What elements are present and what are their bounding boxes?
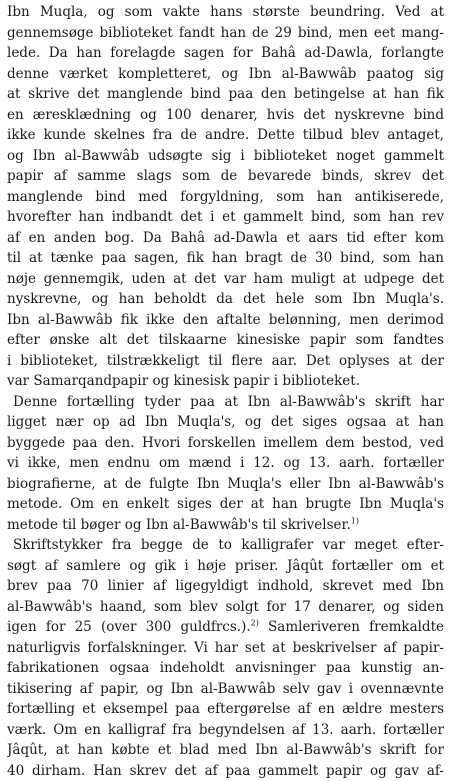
text-line — [7, 617, 444, 638]
text-line: nøje gennemgik, uden at det var ham muligt at udpege det — [7, 269, 444, 290]
text-line: lede. Da han forelagde sagen for Bahâ ad-Dawla, forlangte — [7, 43, 444, 64]
text-line: værk. Om en kalligraf fra begyndelsen af 13. aarh. fortæller — [7, 720, 444, 741]
text-line: denne værket kompletteret, og Ibn al-Bawwâb paatog sig — [7, 64, 444, 85]
text-line: gennemsøge biblioteket fandt han de 29 bind, men eet mang- — [7, 23, 444, 44]
text-line: Jâqût, at han købte et blad med Ibn al-Bawwâb's skrift for — [7, 740, 444, 761]
text-line: Denne fortælling tyder paa at Ibn al-Bawwâb's skrift har — [7, 392, 444, 413]
text-line: søgt af samlere og gik i høje priser. Jâqût fortæller om et — [7, 556, 444, 577]
document-page — [7, 2, 444, 781]
text-line: brev paa 70 linier af ligegyldigt indhold, skrevet med Ibn — [7, 576, 444, 597]
footnote-marker: 2) — [251, 619, 259, 628]
text-segment: igen for 25 (over 300 guldfrcs.). — [7, 619, 251, 635]
text-line: 40 dirham. Han skrev det af paa gammelt papir og gav af- — [7, 761, 444, 781]
text-line: papir af samme slags som de bevarede binds, skrev det — [7, 166, 444, 187]
text-line: byggede paa den. Hvori forskellen imellem dem bestod, ved — [7, 433, 444, 454]
paragraph-3 — [7, 535, 444, 781]
text-line — [7, 515, 444, 536]
paragraph-2 — [7, 392, 444, 536]
text-segment: Samleriveren fremkaldte — [268, 619, 444, 635]
text-line: ikke kunde skelnes fra de andre. Dette tilbud blev antaget, — [7, 125, 444, 146]
text-line: naturligvis forfalskninger. Vi har set at beskrivelser af papir- — [7, 638, 444, 659]
text-line: ligget nær op ad Ibn Muqla's, og det siges ogsaa at han — [7, 412, 444, 433]
text-line: Ibn al-Bawwâb fik ikke den aftalte belønning, men derimod — [7, 310, 444, 331]
text-line: Skriftstykker fra begge de to kalligrafer var meget efter- — [7, 535, 444, 556]
text-line: nyskrevne, og han beholdt da det hele som Ibn Muqla's. — [7, 289, 444, 310]
text-line: en æresklædning og 100 denarer, hvis det nyskrevne bind — [7, 105, 444, 126]
text-line: Ibn Muqla, og som vakte hans største beundring. Ved at — [7, 2, 444, 23]
text-line: og Ibn al-Bawwâb udsøgte sig i biblioteket noget gammelt — [7, 146, 444, 167]
text-line: tikisering af papir, og Ibn al-Bawwâb selv gav i ovennævnte — [7, 679, 444, 700]
text-line: til at tænke paa sagen, fik han bragt de 30 bind, som han — [7, 248, 444, 269]
text-line: fortælling et eksempel paa eftergørelse af en ældre mesters — [7, 699, 444, 720]
text-line: var Samarqandpapir og kinesisk papir i biblioteket. — [7, 371, 444, 392]
text-line: at skrive det manglende bind paa den betingelse at han fik — [7, 84, 444, 105]
text-line: af en anden bog. Da Bahâ ad-Dawla et aars tid efter kom — [7, 228, 444, 249]
text-line: hvorefter han indbandt det i et gammelt bind, som han rev — [7, 207, 444, 228]
text-line: efter ønske alt det tilskaarne kinesiske papir som fandtes — [7, 330, 444, 351]
paragraph-1 — [7, 2, 444, 392]
text-line: manglende bind med forgyldning, som han antikiserede, — [7, 187, 444, 208]
text-line: fabrikationen ogsaa indeholdt anvisninger paa kunstig an- — [7, 658, 444, 679]
text-line: i biblioteket, tilstrækkeligt til flere aar. Det oplyses at der — [7, 351, 444, 372]
footnote-marker: 1) — [351, 516, 359, 525]
text-line: vi ikke, men endnu om mænd i 12. og 13. aarh. fortæller — [7, 453, 444, 474]
text-line: metode. Om en enkelt siges der at han brugte Ibn Muqla's — [7, 494, 444, 515]
text-line: biografierne, at de fulgte Ibn Muqla's eller Ibn al-Bawwâb's — [7, 474, 444, 495]
text-segment: metode til bøger og Ibn al-Bawwâb's til skrivelser. — [7, 517, 351, 533]
text-line: al-Bawwâb's haand, som blev solgt for 17 denarer, og siden — [7, 597, 444, 618]
